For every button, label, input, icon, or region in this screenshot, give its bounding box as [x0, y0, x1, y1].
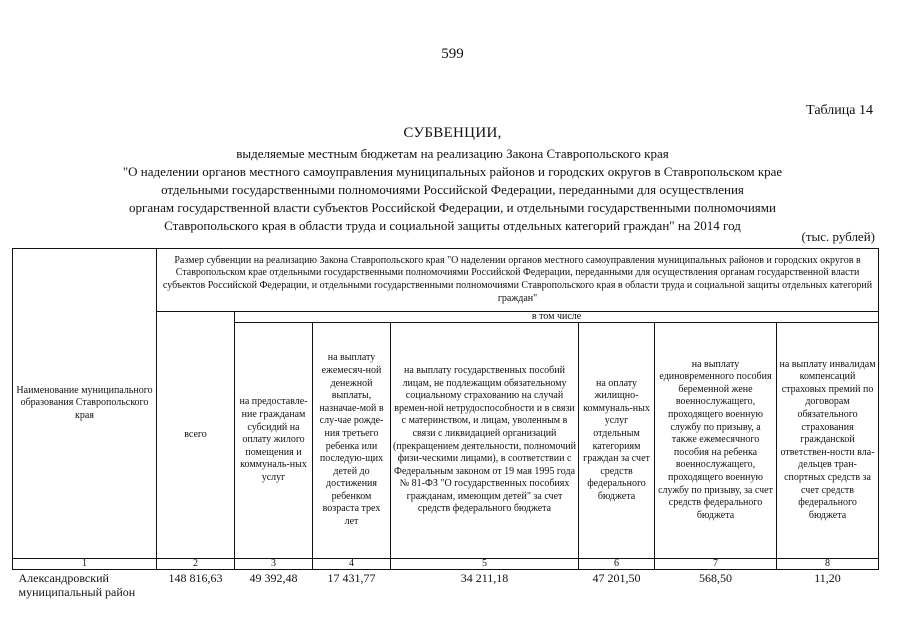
header-col7: на выплату единовременного пособия беременной жене военнослужащего, проходящего военную службу по призыву, а также ежемесячного пособия на ребенка военнослужащего, проходящего военную службу по призыву, за счет средств федерального бюджета	[655, 323, 777, 559]
subsidy-table	[12, 248, 879, 600]
value-col8: 11,20	[814, 571, 841, 585]
column-number: 8	[777, 559, 879, 570]
header-col3: на предоставле-ние гражданам субсидий на оплату жилого помещения и коммуналь-ных услуг	[235, 323, 313, 559]
value-total: 148 816,63	[168, 571, 223, 585]
subtitle-line: "О наделении органов местного самоуправления муниципальных районов и городских округов в Ставропольском крае	[122, 164, 783, 179]
column-number: 7	[655, 559, 777, 570]
subtitle-line: органам государственной власти субъектов Российской Федерации, и отдельными государственными полномочиями	[129, 200, 776, 215]
value-col5: 34 211,18	[460, 571, 509, 585]
header-total: всего	[157, 312, 235, 559]
header-col4: на выплату ежемесяч-ной денежной выплаты, назначае-мой в слу-чае рожде-ния третьего ребенка или последую-щих детей до достижения ребенком возраста трех лет	[313, 323, 391, 559]
subtitle-line: отдельными государственными полномочиями Российской Федерации, переданными для осуществления	[161, 182, 744, 197]
header-col5: на выплату государственных пособий лицам, не подлежащим обязательному социальному страхованию на случай времен-ной нетрудоспособности и в связи с материнством, и лицам, уволенным в связи с ликвидацией организаций (прекращением деятельности, полномочий физи-ческими лицами), в соответствии с Федеральным законом от 19 мая 1995 года № 81-ФЗ "О государственных пособиях гражданам, имеющим детей" за счет средств федерального бюджета	[391, 323, 579, 559]
column-number: 5	[391, 559, 579, 570]
value-col3: 49 392,48	[249, 571, 298, 585]
subtitle-line: выделяемые местным бюджетам на реализацию Закона Ставропольского края	[236, 146, 669, 161]
units-note: (тыс. рублей)	[801, 229, 875, 244]
municipality-name: Александровский муниципальный район	[18, 571, 136, 599]
column-number: 1	[13, 559, 157, 570]
header-including: в том числе	[235, 312, 879, 323]
subtitle-line: Ставропольского края в области труда и социальной защиты отдельных категорий граждан" на 2014 год	[164, 218, 741, 233]
value-col4: 17 431,77	[327, 571, 376, 585]
column-number: 6	[579, 559, 655, 570]
column-number: 3	[235, 559, 313, 570]
table-label: Таблица 14	[806, 103, 873, 118]
header-col6: на оплату жилищно-коммуналь-ных услуг отдельным категориям граждан за счет средств федерального бюджета	[579, 323, 655, 559]
value-col6: 47 201,50	[592, 571, 641, 585]
header-col8: на выплату инвалидам компенсаций страховых премий по договорам обязательного страхования гражданской ответствен-ности вла-дельцев тран-спортных средств за счет средств федерального бюджета	[777, 323, 879, 559]
header-municipality: Наименование муниципального образования Ставропольского края	[13, 249, 157, 559]
page-number: 599	[441, 46, 464, 62]
table-row	[13, 570, 879, 601]
column-number-row	[13, 559, 879, 570]
value-col7: 568,50	[699, 571, 732, 585]
column-number: 2	[157, 559, 235, 570]
document-title: СУБВЕНЦИИ,	[403, 125, 502, 141]
header-subsidy-size: Размер субвенции на реализацию Закона Ставропольского края "О наделении органов местного самоуправления муниципальных районов и городских округов в Ставропольском крае отдельными государственными полномочиями Российской Федерации, переданными для осуществления органам государственной власти субъектов Российской Федерации, и отдельными государственными полномочиями Ставропольского края в области труда и социальной защиты отдельных категорий граждан"	[157, 249, 879, 312]
column-number: 4	[313, 559, 391, 570]
